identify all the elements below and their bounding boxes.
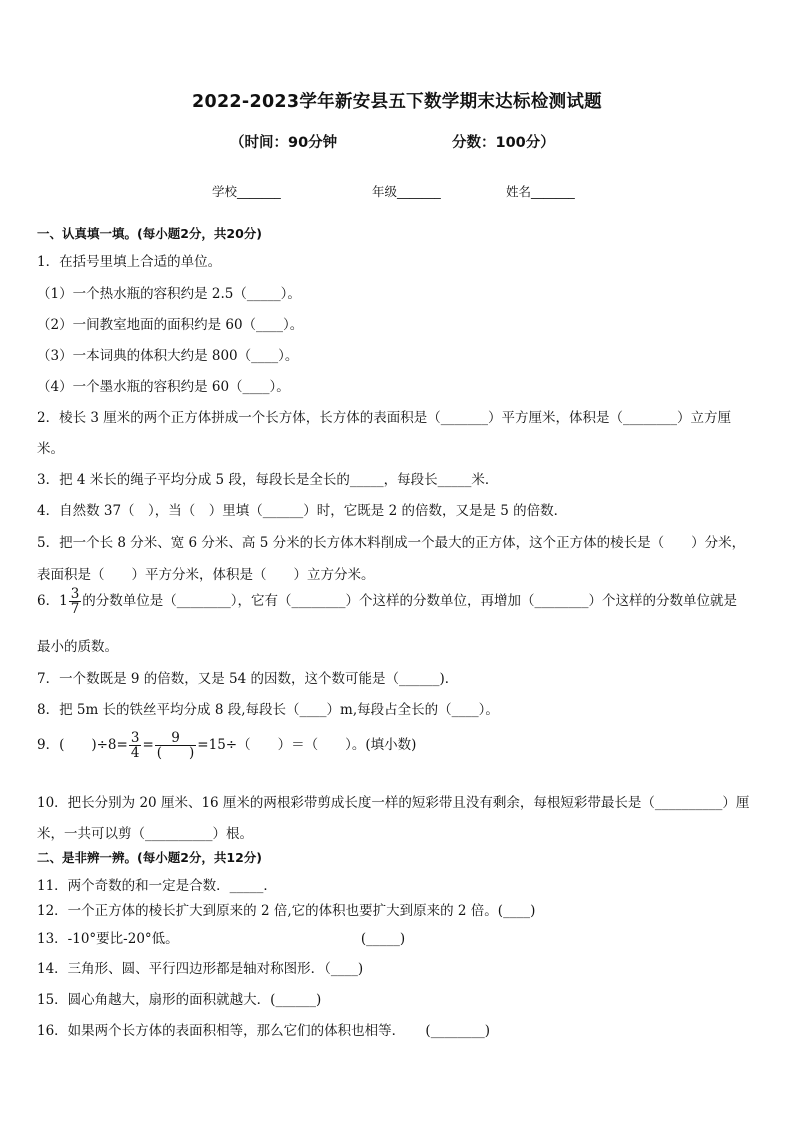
question-1-3: （3）一本词典的体积大约是 800（____）。 [37,348,299,364]
page-title: 2022-2023学年新安县五下数学期末达标检测试题 [192,92,602,112]
question-1-2: （2）一间教室地面的面积约是 60（____）。 [37,317,304,333]
q9-f1-denominator: 4 [130,745,140,762]
question-13: 13．-10°要比-20°低。 (_____) [37,931,406,947]
section-2-heading: 二、是非辨一辨。(每小题2分，共12分) [37,850,263,865]
q6-denominator: 7 [70,601,80,618]
question-8: 8．把 5m 长的铁丝平均分成 8 段,每段长（____）m,每段占全长的（____）。 [37,702,499,718]
question-9 [37,731,416,760]
q9-prefix: 9．( )÷8= [37,737,128,754]
question-14: 14．三角形、圆、平行四边形都是轴对称图形．（____) [37,961,364,977]
question-1: 1．在括号里填上合适的单位。 [37,254,222,270]
question-7: 7．一个数既是 9 的倍数，又是 54 的因数，这个数可能是（______)． [37,671,459,687]
question-1-1: （1）一个热水瓶的容积约是 2.5（_____）。 [37,286,301,302]
question-12: 12．一个正方体的棱长扩大到原来的 2 倍,它的体积也要扩大到原来的 2 倍。(____) [37,903,536,919]
score-label: 分数：100分） [452,135,555,151]
q9-f1-numerator: 3 [130,730,140,746]
q9-f2-denominator: ( ) [156,745,195,762]
question-5-line-1: 5．把一个长 8 分米、宽 6 分米、高 5 分米的长方体木料削成一个最大的正方体，这个正方体的棱长是（ ）分米， [37,535,746,551]
q9-suffix: =15÷（ ）＝（ ）。(填小数) [197,737,417,754]
question-10-line-1: 10．把长分别为 20 厘米、16 厘米的两根彩带剪成长度一样的短彩带且没有剩余，每根短彩带最长是（__________）厘 [37,795,750,811]
q6-prefix: 6．1 [37,593,68,610]
question-3: 3．把 4 米长的绳子平均分成 5 段，每段长是全长的_____，每段长_____米． [37,472,499,488]
question-10-line-2: 米，一共可以剪（__________）根。 [37,826,253,842]
grade-field[interactable]: 年级_______ [372,184,441,199]
question-4: 4．自然数 37（ ），当（ ）里填（______）时，它既是 2 的倍数，又是是 5 的倍数． [37,503,568,519]
q6-fraction [69,587,82,616]
name-field[interactable]: 姓名_______ [506,184,575,199]
school-field[interactable]: 学校_______ [212,184,281,199]
q9-fraction-2 [155,731,197,760]
question-11: 11．两个奇数的和一定是合数．_____． [37,878,277,894]
question-1-4: （4）一个墨水瓶的容积约是 60（____）。 [37,379,290,395]
question-6-line-1 [37,587,737,616]
q9-fraction-1 [129,731,142,760]
question-15: 15．圆心角越大，扇形的面积就越大．(______) [37,992,322,1008]
question-5-line-2: 表面积是（ ）平方分米，体积是（ ）立方分米。 [37,567,375,583]
question-2-line-1: 2．棱长 3 厘米的两个正方体拼成一个长方体，长方体的表面积是（_______）平方厘米，体积是（________）立方厘 [37,410,732,426]
q9-equals: = [142,737,154,754]
q6-text: 的分数单位是（________），它有（________）个这样的分数单位，再增加（________）个这样的分数单位就是 [82,593,738,610]
section-1-heading: 一、认真填一填。(每小题2分，共20分) [37,226,263,241]
q6-numerator: 3 [70,586,80,602]
time-label: （时间：90分钟 [230,135,338,151]
q9-f2-numerator: 9 [155,731,197,746]
question-16: 16．如果两个长方体的表面积相等，那么它们的体积也相等． (________) [37,1023,490,1039]
question-2-line-2: 米。 [37,441,64,457]
question-6-line-2: 最小的质数。 [37,639,118,655]
